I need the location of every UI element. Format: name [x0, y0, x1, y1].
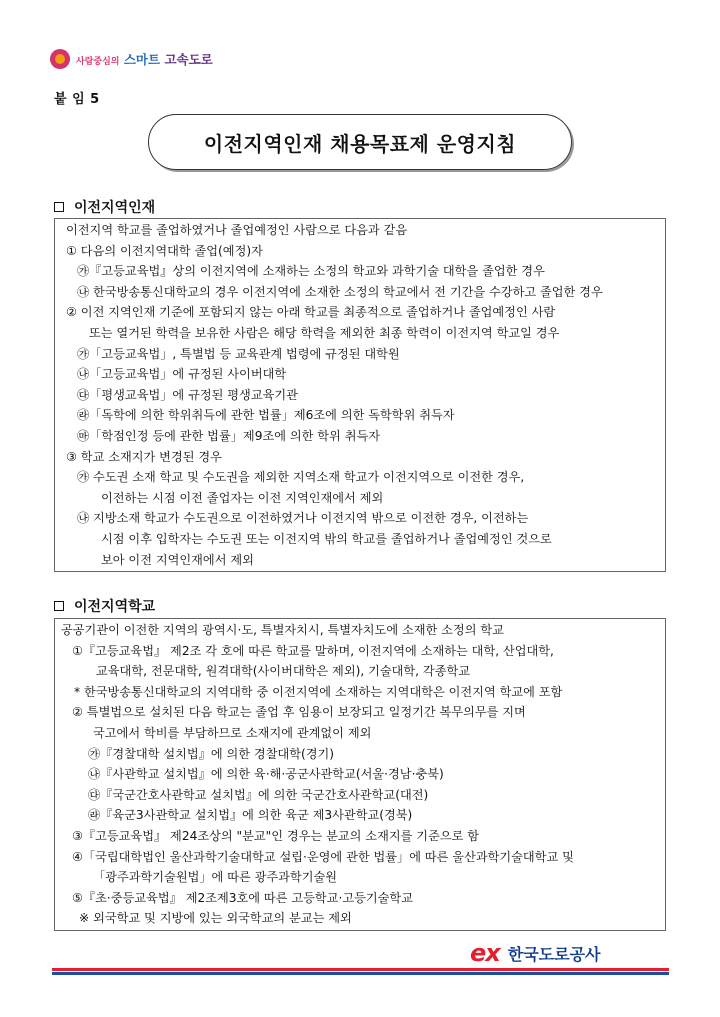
section-heading-text: 이전지역학교	[74, 599, 156, 615]
slogan-highlight: 스마트	[123, 52, 161, 67]
list-item: ㉯「고등교육법」에 규정된 사이버대학	[77, 367, 287, 382]
ex-logo-icon: ex	[470, 939, 500, 967]
list-item: ㉮ 수도권 소재 학교 및 수도권을 제외한 지역소재 학교가 이전지역으로 이전한 경우,	[77, 470, 525, 485]
list-item: ① 다음의 이전지역대학 졸업(예정)자	[66, 243, 263, 258]
list-item: 이전하는 시점 이전 졸업자는 이전 지역인재에서 제외	[101, 490, 384, 505]
slogan-text	[76, 50, 213, 68]
footer-divider-blue	[52, 972, 669, 975]
list-item: ⑤『초·중등교육법』 제2조제3호에 따른 고등학교·고등기술학교	[72, 890, 413, 905]
list-item: ㉯ 지방소재 학교가 수도권으로 이전하였거나 이전지역 밖으로 이전한 경우, 이전하는	[77, 511, 529, 526]
list-item: ③『고등교육법』 제24조상의 "분교"인 경우는 분교의 소재지를 기준으로 함	[72, 828, 480, 843]
list-item: ㉮『고등교육법』상의 이전지역에 소재하는 소정의 학교와 과학기술 대학을 졸업한 경우	[77, 264, 545, 279]
slogan-logo	[50, 48, 213, 70]
relocated-school-box	[54, 618, 666, 931]
slogan-prefix: 사람중심의	[76, 57, 120, 67]
document-title: 이전지역인재 채용목표제 운영지침	[148, 114, 572, 170]
list-item: ㉰『국군간호사관학교 설치법』에 의한 국군간호사관학교(대전)	[88, 787, 429, 802]
section-heading-text: 이전지역인재	[74, 200, 156, 216]
list-item: ㉲「학점인정 등에 관한 법률」제9조에 의한 학위 취득자	[77, 428, 381, 443]
list-item: 공공기관이 이전한 지역의 광역시·도, 특별자치시, 특별자치도에 소재한 소정의 학교	[61, 623, 504, 637]
list-item: ㉮「고등교육법」, 특별법 등 교육관계 법령에 규정된 대학원	[77, 346, 400, 361]
list-item: 교육대학, 전문대학, 원격대학(사이버대학은 제외), 기술대학, 각종학교	[96, 664, 471, 679]
relocated-talent-box	[54, 218, 666, 572]
list-item: * 한국방송통신대학교의 지역대학 중 이전지역에 소재하는 지역대학은 이전지역 학교에 포함	[74, 684, 563, 699]
list-item: ② 특별법으로 설치된 다음 학교는 졸업 후 임용이 보장되고 일정기간 복무의무를 지며	[72, 705, 526, 720]
korea-expressway-logo	[470, 940, 601, 966]
slogan-logo-icon	[50, 49, 70, 69]
list-item: 국고에서 학비를 부담하므로 소재지에 관계없이 제외	[93, 725, 372, 740]
footer-divider-red	[52, 968, 669, 971]
slogan-suffix: 고속도로	[164, 52, 213, 67]
attachment-label: 붙 임 5	[54, 92, 100, 107]
list-item: 「광주과학기술원법」에 따른 광주과학기술원	[93, 870, 338, 885]
list-item: ㉯ 한국방송통신대학교의 경우 이전지역에 소재한 소정의 학교에서 전 기간을 수강하고 졸업한 경우	[77, 284, 603, 299]
list-item: ④「국립대학법인 울산과학기술대학교 설립·운영에 관한 법률」에 따른 울산과학기술대학교 및	[72, 849, 574, 864]
list-item: ㉮『경찰대학 설치법』에 의한 경찰대학(경기)	[88, 746, 335, 761]
list-item: 또는 열거된 학력을 보유한 사람은 해당 학력을 제외한 최종 학력이 이전지역 학교일 경우	[89, 325, 560, 340]
list-item: ※ 외국학교 및 지방에 있는 외국학교의 분교는 제외	[79, 911, 352, 926]
section-heading-relocated-school	[54, 596, 155, 616]
organization-name: 한국도로공사	[507, 944, 601, 964]
list-item: ㉰「평생교육법」에 규정된 평생교육기관	[77, 387, 298, 402]
square-bullet-icon	[54, 202, 64, 212]
list-item: 시점 이후 입학자는 수도권 또는 이전지역 밖의 학교를 졸업하거나 졸업예정인 것으로	[101, 531, 552, 546]
square-bullet-icon	[54, 601, 64, 611]
list-item: 보아 이전 지역인재에서 제외	[101, 552, 254, 567]
list-item: ㉱「독학에 의한 학위취득에 관한 법률」제6조에 의한 독학학위 취득자	[77, 408, 455, 423]
list-item: ㉱『육군3사관학교 설치법』에 의한 육군 제3사관학교(경북)	[88, 808, 413, 823]
section-heading-relocated-talent	[54, 197, 155, 217]
list-item: ㉯『사관학교 설치법』에 의한 육·해·공군사관학교(서울·경남·충북)	[88, 767, 444, 782]
list-item: ② 이전 지역인재 기준에 포함되지 않는 아래 학교를 최종적으로 졸업하거나 졸업예정인 사람	[66, 305, 556, 320]
list-item: 이전지역 학교를 졸업하였거나 졸업예정인 사람으로 다음과 같음	[66, 223, 408, 237]
list-item: ①『고등교육법』 제2조 각 호에 따른 학교를 말하며, 이전지역에 소재하는 대학, 산업대학,	[72, 643, 554, 658]
list-item: ③ 학교 소재지가 변경된 경우	[66, 449, 222, 464]
